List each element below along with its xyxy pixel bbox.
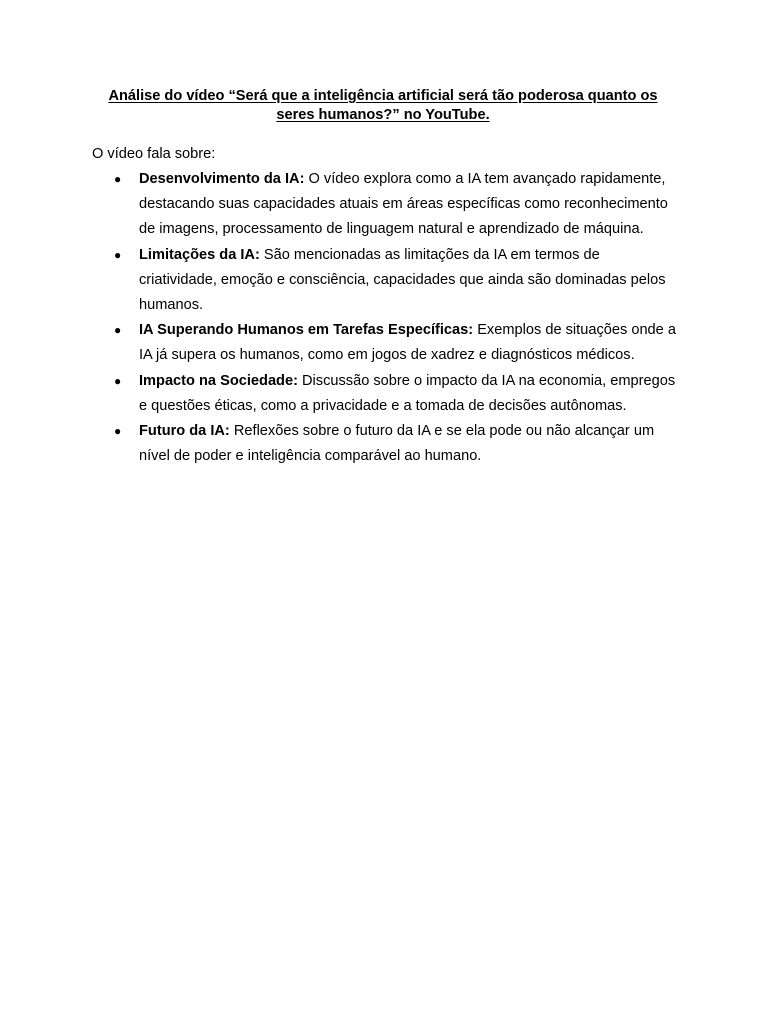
- bullet-icon: ●: [114, 323, 122, 338]
- document-title: Análise do vídeo “Será que a inteligência artificial será tão poderosa quanto os seres humanos?” no YouTube.: [108, 88, 658, 123]
- bullet-icon: ●: [114, 247, 122, 262]
- topic-text: Discussão sobre o impacto da IA na economia, empregos e questões éticas, como a privacidade e a tomada de decisões autônomas.: [139, 372, 676, 414]
- topic-text: Exemplos de situações onde a IA já supera os humanos, como em jogos de xadrez e diagnósticos médicos.: [139, 322, 676, 364]
- bullet-icon: ●: [114, 424, 122, 439]
- topic-text: O vídeo explora como a IA tem avançado rapidamente, destacando suas capacidades atuais em áreas específicas como reconhecimento de imagens, processamento de linguagem natural e aprendizado de máquina.: [139, 171, 668, 238]
- list-item: [114, 167, 679, 243]
- topic-label: Limitações da IA:: [139, 246, 260, 263]
- list-item: [114, 318, 679, 368]
- topic-list: [114, 167, 679, 469]
- topic-label: IA Superando Humanos em Tarefas Específicas:: [139, 322, 474, 339]
- list-item: [114, 419, 679, 469]
- list-item: [114, 243, 679, 319]
- topic-label: Futuro da IA:: [139, 423, 230, 440]
- topic-label: Desenvolvimento da IA:: [139, 171, 305, 187]
- bullet-icon: ●: [114, 373, 122, 388]
- topic-text: Reflexões sobre o futuro da IA e se ela pode ou não alcançar um nível de poder e inteligência comparável ao humano.: [139, 423, 655, 465]
- list-item: [114, 369, 679, 419]
- topic-text: São mencionadas as limitações da IA em termos de criatividade, emoção e consciência, capacidades que ainda são dominadas pelos humanos.: [139, 246, 666, 314]
- topic-label: Impacto na Sociedade:: [139, 372, 298, 389]
- bullet-icon: ●: [114, 172, 122, 186]
- intro-text: O vídeo fala sobre:: [92, 146, 216, 162]
